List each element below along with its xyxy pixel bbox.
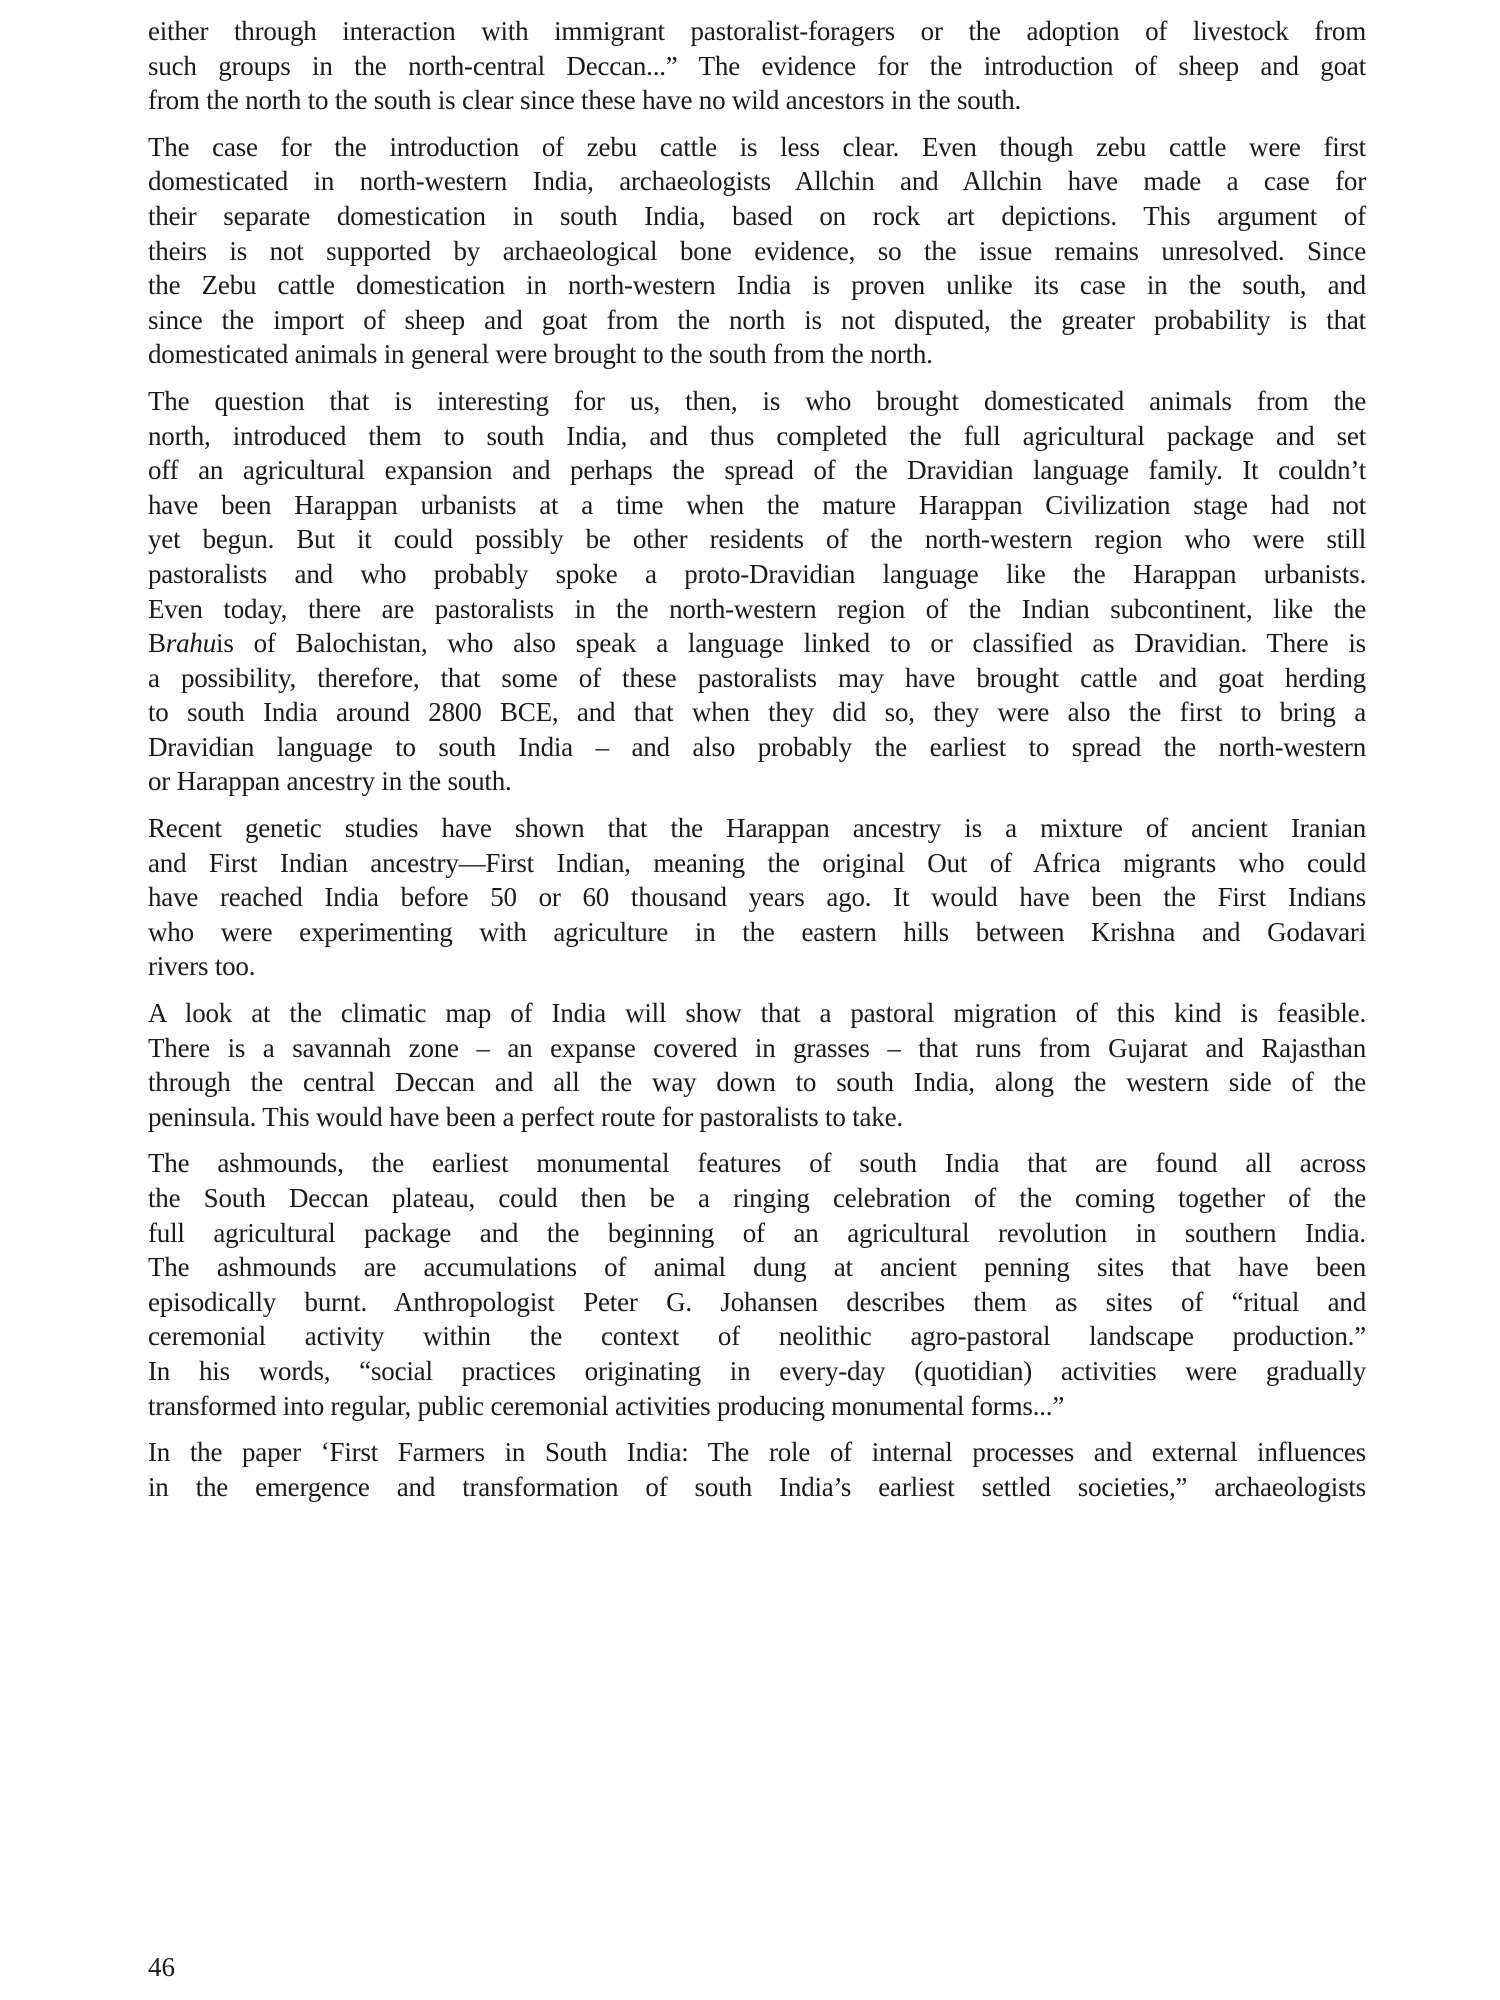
text-line: domesticated in north-western India, archaeologists Allchin and Allchin have made a case for [148,166,1366,197]
text-line: since the import of sheep and goat from the north is not disputed, the greater probability is that [148,304,1366,335]
text-line: In his words, “social practices originating in every-day (quotidian) activities were gradually [148,1355,1366,1386]
text-line: Even today, there are pastoralists in the north-western region of the Indian subcontinent, like the [148,593,1366,624]
text-line: either through interaction with immigrant pastoralist-foragers or the adoption of livestock from [148,16,1366,46]
text-line: The question that is interesting for us, then, is who brought domesticated animals from the [148,385,1366,416]
text-line: Dravidian language to south India – and also probably the earliest to spread the north-western [148,731,1366,762]
brahui-italic: rahu [165,628,217,659]
text-line: There is a savannah zone – an expanse covered in grasses – that runs from Gujarat and Rajasthan [148,1032,1366,1063]
text-line: off an agricultural expansion and perhaps the spread of the Dravidian language family. It couldn’t [148,455,1366,486]
text-line: or Harappan ancestry in the south. [148,766,512,797]
text-line: their separate domestication in south India, based on rock art depictions. This argument of [148,200,1366,231]
text-line: north, introduced them to south India, and thus completed the full agricultural package and set [148,420,1366,451]
text-line: pastoralists and who probably spoke a proto-Dravidian language like the Harappan urbanists. [148,558,1366,589]
paragraph-zebu-cattle [148,130,1366,372]
paragraph-who-brought-animals [148,384,1366,799]
page-number: 46 [148,1952,175,1982]
paragraph-first-farmers-paper [148,1435,1366,1504]
text-line: theirs is not supported by archaeological bone evidence, so the issue remains unresolved. Since [148,235,1366,266]
text-line: through the central Deccan and all the way down to south India, along the western side of the [148,1067,1366,1098]
text-line: from the north to the south is clear since these have no wild ancestors in the south. [148,85,1022,116]
paragraph-sheep-goat-evidence [148,14,1366,118]
text-line: such groups in the north-central Deccan...” The evidence for the introduction of sheep and goat [148,50,1366,81]
text-line: yet begun. But it could possibly be other residents of the north-western region who were still [148,524,1366,555]
text-line: ceremonial activity within the context of neolithic agro-pastoral landscape production.” [148,1321,1366,1352]
text-line: The case for the introduction of zebu cattle is less clear. Even though zebu cattle were first [148,131,1366,162]
text-line: A look at the climatic map of India will show that a pastoral migration of this kind is feasible. [148,998,1366,1029]
text-line: have been Harappan urbanists at a time when the mature Harappan Civilization stage had not [148,489,1366,520]
text-line: a possibility, therefore, that some of these pastoralists may have brought cattle and goat herding [148,662,1366,693]
text-line: In the paper ‘First Farmers in South India: The role of internal processes and external influences [148,1437,1366,1468]
text-line: The ashmounds are accumulations of animal dung at ancient penning sites that have been [148,1252,1366,1283]
text-line: to south India around 2800 BCE, and that when they did so, they were also the first to bring a [148,697,1366,728]
text-line: and First Indian ancestry—First Indian, meaning the original Out of Africa migrants who could [148,847,1366,878]
text-line: in the emergence and transformation of south India’s earliest settled societies,” archaeologists [148,1471,1366,1502]
text-line-brahuis [148,626,1366,661]
text-line: the South Deccan plateau, could then be a ringing celebration of the coming together of the [148,1183,1366,1213]
text-line: rivers too. [148,951,256,982]
text-line: who were experimenting with agriculture in the eastern hills between Krishna and Godavari [148,916,1366,947]
brahui-prefix: B [148,628,166,659]
text-line: The ashmounds, the earliest monumental features of south India that are found all across [148,1148,1366,1179]
text-line: Recent genetic studies have shown that the Harappan ancestry is a mixture of ancient Iranian [148,813,1366,844]
text-line: transformed into regular, public ceremonial activities producing monumental forms...” [148,1390,1065,1421]
page-body [148,14,1366,1516]
text-line: episodically burnt. Anthropologist Peter G. Johansen describes them as sites of “ritual and [148,1286,1366,1317]
paragraph-climatic-map [148,996,1366,1134]
text-line: full agricultural package and the beginning of an agricultural revolution in southern India. [148,1217,1366,1248]
text-line: domesticated animals in general were brought to the south from the north. [148,339,933,370]
text-line: have reached India before 50 or 60 thousand years ago. It would have been the First Indians [148,882,1366,913]
brahui-suffix: is of Balochistan, who also speak a language linked to or classified as Dravidian. There is [216,628,1366,659]
text-line: the Zebu cattle domestication in north-western India is proven unlike its case in the south, and [148,270,1366,301]
paragraph-genetic-studies [148,811,1366,984]
text-line: peninsula. This would have been a perfect route for pastoralists to take. [148,1101,903,1132]
paragraph-ashmounds [148,1146,1366,1423]
